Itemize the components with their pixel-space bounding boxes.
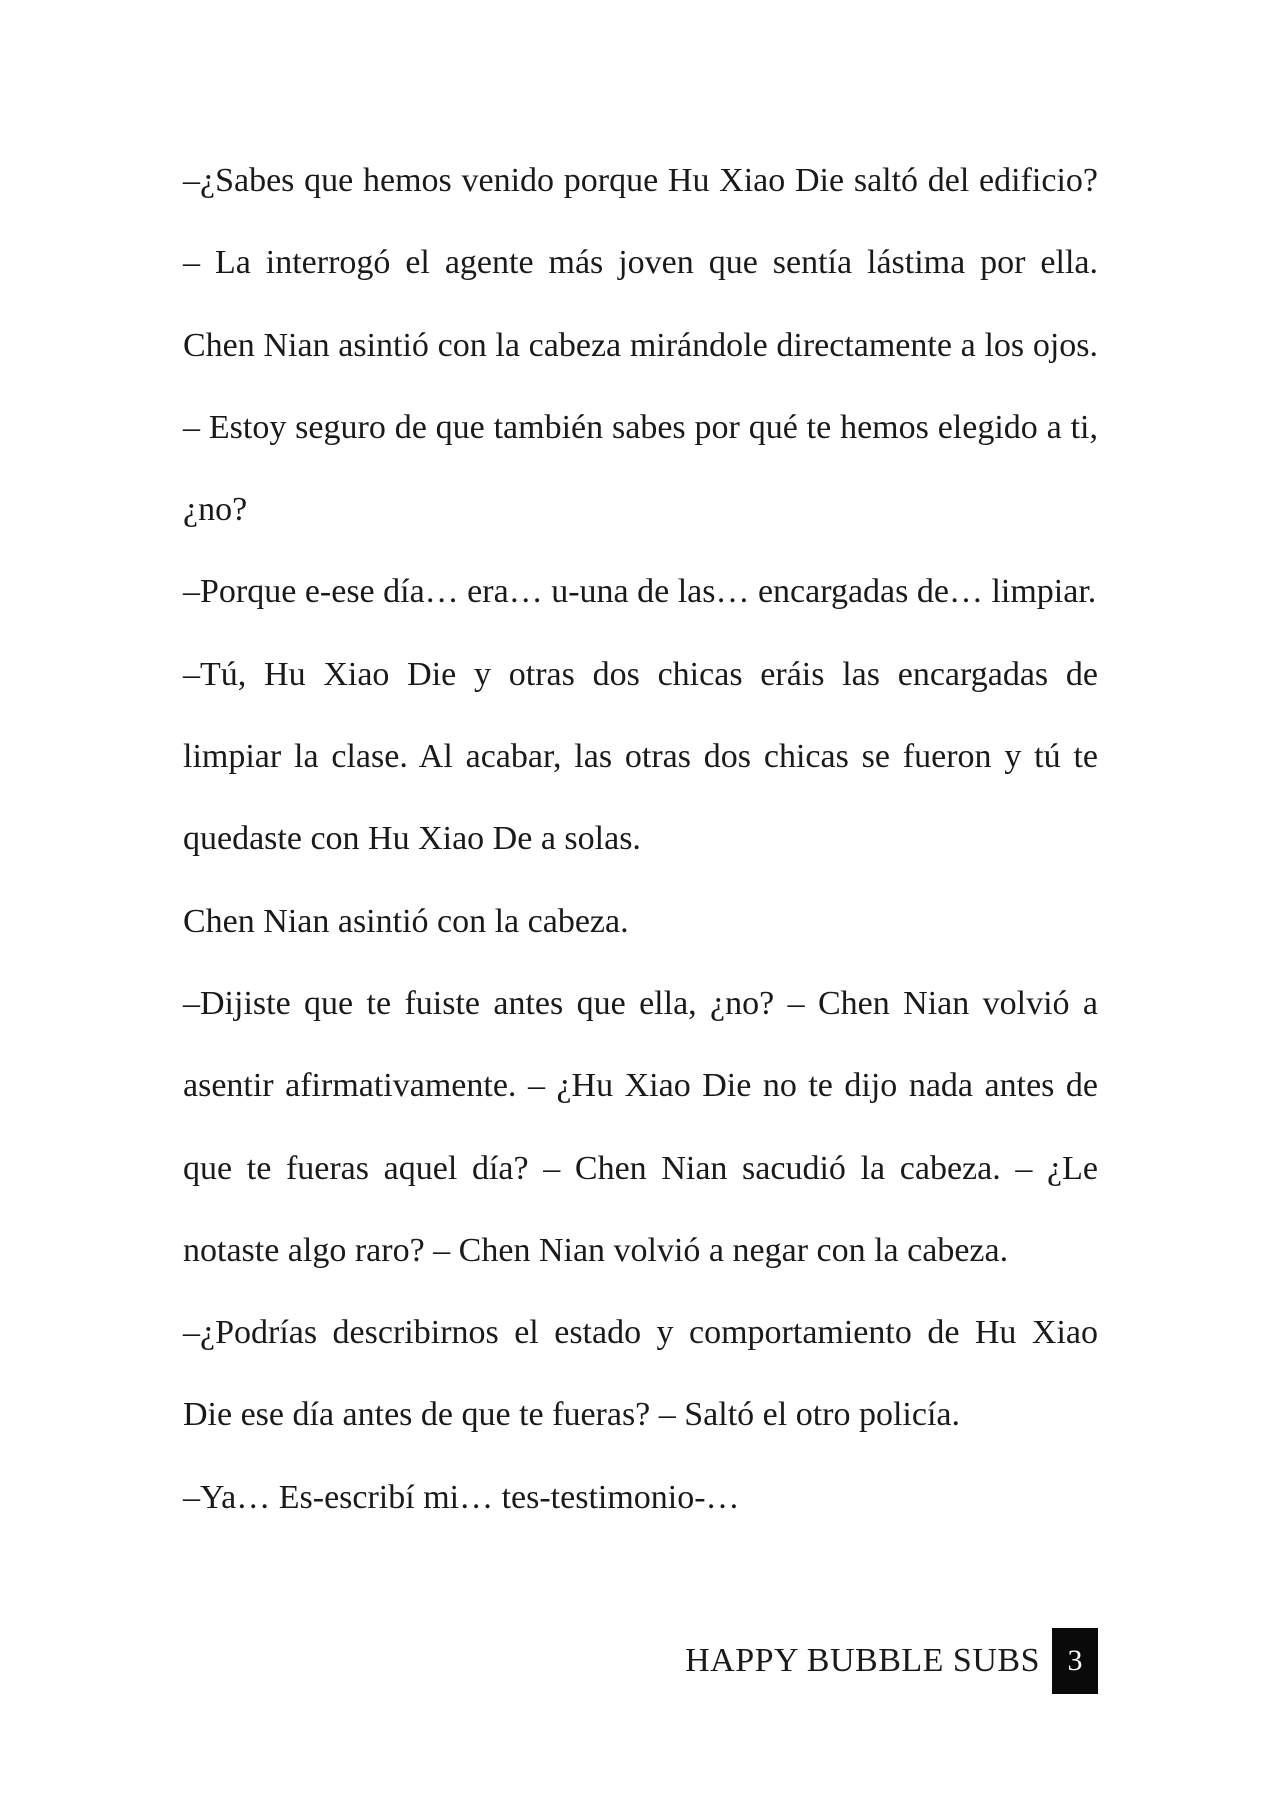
paragraph: –Ya… Es-escribí mi… tes-testimonio-… — [183, 1478, 740, 1516]
page-footer — [685, 1628, 1098, 1694]
page-number-badge: 3 — [1052, 1628, 1098, 1694]
paragraph: –Porque e-ese día… era… u-una de las… encargadas de… limpiar. — [183, 573, 1097, 611]
paragraph: –Dijiste que te fuiste antes que ella, ¿no? – Chen Nian volvió a asentir afirmativamente. – ¿Hu Xiao Die no te dijo nada antes de que te fueras aquel día? – Chen Nian sacudió la cabeza. – ¿Le notaste algo raro? – Chen Nian volvió a negar con la cabeza. — [183, 984, 1098, 1269]
footer-brand: HAPPY BUBBLE SUBS — [685, 1642, 1040, 1679]
paragraph: –¿Podrías describirnos el estado y comportamiento de Hu Xiao Die ese día antes de que te fueras? – Saltó el otro policía. — [183, 1314, 1098, 1434]
document-body — [183, 140, 1098, 1539]
paragraph: –Tú, Hu Xiao Die y otras dos chicas eráis las encargadas de limpiar la clase. Al acabar, las otras dos chicas se fueron y tú te quedaste con Hu Xiao De a solas. — [183, 655, 1098, 858]
paragraph: –¿Sabes que hemos venido porque Hu Xiao Die saltó del edificio? – La interrogó el agente más joven que sentía lástima por ella. Chen Nian asintió con la cabeza mirándole directamente a los ojos. – Estoy seguro de que también sabes por qué te hemos elegido a ti, ¿no? — [183, 162, 1098, 529]
paragraph: Chen Nian asintió con la cabeza. — [183, 902, 629, 940]
